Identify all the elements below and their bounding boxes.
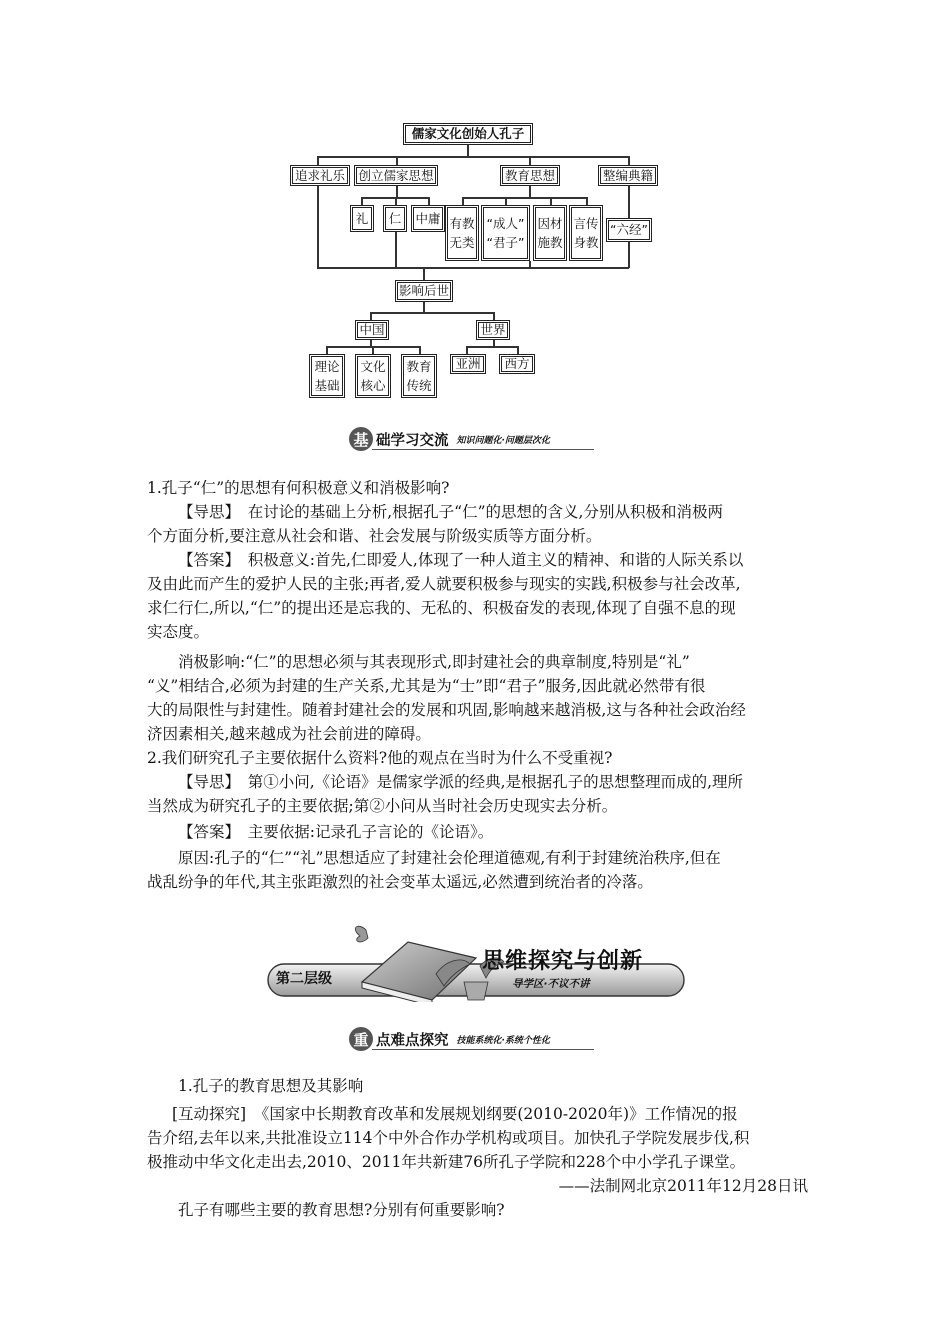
- text-line: 大的局限性与封建性。随着封建社会的发展和巩固,影响越来越消极,这与各种社会政治经: [147, 701, 746, 719]
- section-title: 础学习交流: [376, 432, 449, 449]
- text-line: “义”相结合,必须为封建的生产关系,尤其是为“士”即“君子”服务,因此就必然带有很: [147, 677, 706, 695]
- seal-icon: 基: [349, 427, 373, 451]
- level-label: 第二层级: [276, 971, 332, 987]
- text-line: 求仁行仁,所以,“仁”的提出还是忘我的、无私的、积极奋发的表现,体现了自强不息的现: [147, 599, 736, 617]
- text-line: 实态度。: [147, 623, 210, 641]
- branch-education: 教育思想: [500, 165, 560, 186]
- edu-item-3: 因材 施教: [533, 205, 567, 261]
- edu-item-2: “成人” “君子”: [481, 205, 530, 261]
- text-line: 济因素相关,越来越成为社会前进的障碍。: [147, 725, 431, 743]
- level-subtitle: 导学区·不议不讲: [512, 978, 590, 990]
- section-banner-key: [349, 1027, 550, 1051]
- edu-item-4: 言传 身教: [569, 205, 603, 261]
- china-item-3: 教育 传统: [401, 354, 437, 398]
- text-line: [互动探究] 《国家中长期教育改革和发展规划纲要(2010-2020年)》工作情况的报: [172, 1105, 738, 1123]
- inquiry-heading: 1.孔子的教育思想及其影响: [178, 1077, 364, 1095]
- classics-box: “六经”: [606, 218, 652, 242]
- text-line: 【导思】 第①小问,《论语》是儒家学派的经典,是根据孔子的思想整理而成的,理所: [178, 773, 744, 791]
- text-line: 告介绍,去年以来,共批准设立114个中外合作办学机构或项目。加快孔子学院发展步伐,积: [147, 1129, 750, 1147]
- world-box: 世界: [476, 320, 510, 340]
- text-line: 极推动中华文化走出去,2010、2011年共新建76所孔子学院和228个中小学孔子课堂。: [147, 1153, 746, 1171]
- diagram-root: 儒家文化创始人孔子: [403, 123, 533, 145]
- ru-item-zhongyong: 中庸: [411, 205, 445, 232]
- edu-item-1: 有教 无类: [445, 205, 479, 261]
- china-item-2: 文化 核心: [355, 354, 391, 398]
- branch-classics: 整编典籍: [598, 165, 658, 186]
- question-2-title: 2.我们研究孔子主要依据什么资料?他的观点在当时为什么不受重视?: [147, 749, 613, 767]
- text-line: 个方面分析,要注意从社会和谐、社会发展与阶级实质等方面分析。: [147, 527, 602, 545]
- world-item-asia: 亚洲: [450, 354, 486, 374]
- section-banner-basic: [349, 427, 550, 451]
- section-title: 点难点探究: [376, 1032, 449, 1049]
- world-item-west: 西方: [499, 354, 535, 374]
- text-line: 【导思】 在讨论的基础上分析,根据孔子“仁”的思想的含义,分别从积极和消极两: [178, 503, 723, 521]
- influence-box: 影响后世: [395, 280, 453, 302]
- china-item-1: 理论 基础: [309, 354, 345, 398]
- seal-icon: 重: [349, 1027, 373, 1051]
- text-line: 当然成为研究孔子的主要依据;第②小问从当时社会历史现实去分析。: [147, 797, 618, 815]
- section-subtitle: 知识问题化·问题层次化: [456, 435, 550, 446]
- level-2-banner: [266, 920, 686, 1002]
- branch-confucianism: 创立儒家思想: [354, 165, 438, 186]
- text-line: 消极影响:“仁”的思想必须与其表现形式,即封建社会的典章制度,特别是“礼”: [178, 653, 690, 671]
- source-citation: ——法制网北京2011年12月28日讯: [558, 1177, 808, 1195]
- section-subtitle: 技能系统化·系统个性化: [456, 1035, 550, 1046]
- text-line: 战乱纷争的年代,其主张距激烈的社会变革太遥远,必然遭到统治者的冷落。: [147, 873, 653, 891]
- level-title: 思维探究与创新: [482, 949, 644, 974]
- ru-item-ren: 仁: [383, 205, 407, 232]
- inquiry-question: 孔子有哪些主要的教育思想?分别有何重要影响?: [178, 1201, 505, 1219]
- branch-rites: 追求礼乐: [290, 165, 350, 186]
- text-line: 原因:孔子的“仁”“礼”思想适应了封建社会伦理道德观,有利于封建统治秩序,但在: [178, 849, 721, 867]
- text-line: 及由此而产生的爱护人民的主张;再者,爱人就要积极参与现实的实践,积极参与社会改革,: [147, 575, 741, 593]
- text-line: 【答案】 积极意义:首先,仁即爱人,体现了一种人道主义的精神、和谐的人际关系以: [178, 551, 744, 569]
- question-1-title: 1.孔子“仁”的思想有何积极意义和消极影响?: [147, 479, 450, 497]
- ru-item-li: 礼: [350, 205, 374, 232]
- china-box: 中国: [355, 320, 389, 340]
- text-line: 【答案】 主要依据:记录孔子言论的《论语》。: [178, 823, 494, 841]
